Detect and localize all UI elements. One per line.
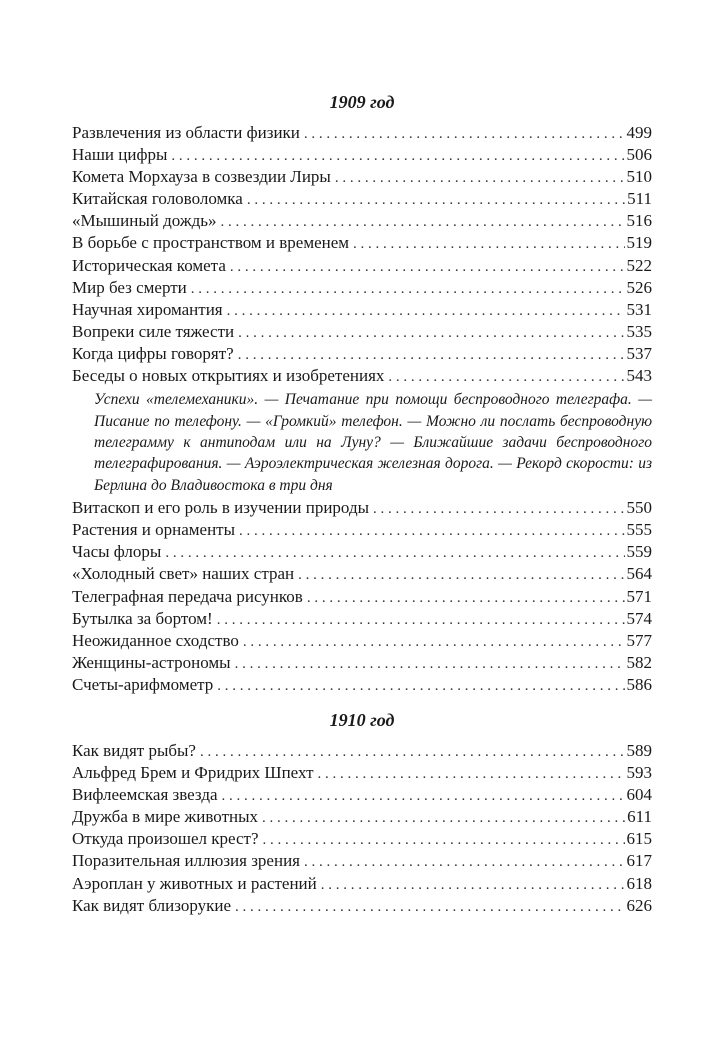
toc-entry[interactable]	[72, 365, 652, 387]
entry-page-number: 516	[626, 211, 652, 231]
entry-title: Телеграфная передача рисунков	[72, 586, 303, 606]
dot-leader	[217, 609, 625, 631]
dot-leader	[165, 542, 624, 564]
entry-page-number: 510	[626, 167, 652, 187]
entry-page-number: 550	[626, 498, 652, 518]
entry-title: Женщины-астрономы	[72, 652, 231, 672]
entry-page-number: 618	[626, 873, 652, 893]
entry-page-number: 537	[626, 343, 652, 363]
toc-entry[interactable]	[72, 895, 652, 917]
entry-page-number: 574	[626, 608, 652, 628]
dot-leader	[307, 587, 625, 609]
dot-leader	[388, 366, 624, 388]
toc-entry[interactable]	[72, 321, 652, 343]
entry-subtopics: Успехи «телемеханики». — Печатание при помощи беспроводного телеграфа. — Писание по телефону. — «Громкий» телефон. — Можно ли послать беспроводную телеграмму к антиподам или на Луну? — Ближайшие задачи беспроводного телеграфирования. — Аэроэлектрическая железная дорога. — Рекорд скорости: из Берлина до Владивостока в три дня	[94, 391, 652, 494]
toc-entry[interactable]	[72, 188, 652, 210]
entry-title: «Холодный свет» наших стран	[72, 564, 295, 584]
toc-entry[interactable]	[72, 519, 652, 541]
entry-title: Развлечения из области физики	[72, 123, 300, 142]
toc-entry[interactable]	[72, 166, 652, 188]
entry-title: Как видят рыбы?	[72, 741, 196, 760]
entry-title: «Мышиный дождь»	[72, 211, 217, 231]
entry-page-number: 519	[626, 233, 652, 253]
entry-page-number: 535	[626, 321, 652, 341]
dot-leader	[227, 300, 625, 322]
toc-entry[interactable]	[72, 210, 652, 232]
entry-title: Наши цифры	[72, 145, 168, 165]
toc-entry[interactable]	[72, 255, 652, 277]
toc-entry[interactable]	[72, 144, 652, 166]
entry-page-number: 617	[626, 851, 652, 871]
toc-entry[interactable]	[72, 740, 652, 762]
toc-entry[interactable]	[72, 828, 652, 850]
toc-entry[interactable]	[72, 497, 652, 519]
dot-leader	[217, 675, 624, 697]
entry-title: Когда цифры говорят?	[72, 343, 234, 363]
entry-page-number: 582	[626, 652, 652, 672]
toc-entry[interactable]	[72, 652, 652, 674]
dot-leader	[263, 829, 625, 851]
entry-title: Беседы о новых открытиях и изобретениях	[72, 366, 385, 386]
dot-leader	[222, 785, 625, 807]
dot-leader	[335, 167, 625, 189]
toc-entry[interactable]	[72, 850, 652, 872]
entry-page-number: 571	[626, 586, 652, 606]
toc-entry[interactable]	[72, 674, 652, 696]
toc-entry[interactable]	[72, 232, 652, 254]
entry-title: Бутылка за бортом!	[72, 608, 213, 628]
entry-page-number: 526	[626, 277, 652, 297]
toc-entry[interactable]	[72, 343, 652, 365]
toc-entry[interactable]	[72, 806, 652, 828]
toc-entry[interactable]	[72, 299, 652, 321]
entry-page-number: 531	[626, 299, 652, 319]
entry-page-number: 522	[626, 255, 652, 275]
section-title-1909: 1909 год	[329, 92, 395, 112]
entry-list-1909-b	[72, 497, 652, 696]
entry-title: Китайская головоломка	[72, 189, 243, 209]
dot-leader	[235, 896, 624, 918]
entry-page-number: 626	[626, 895, 652, 915]
toc-entry[interactable]	[72, 873, 652, 895]
toc-entry[interactable]	[72, 630, 652, 652]
dot-leader	[220, 211, 624, 233]
entry-page-number: 511	[627, 189, 652, 209]
entry-page-number: 593	[626, 763, 652, 783]
entry-title: Витаскоп и его роль в изучении природы	[72, 498, 370, 518]
dot-leader	[353, 233, 624, 255]
table-of-contents	[72, 90, 652, 917]
dot-leader	[247, 189, 625, 211]
dot-leader	[238, 322, 624, 344]
entry-page-number: 577	[626, 630, 652, 650]
dot-leader	[171, 145, 624, 167]
entry-page-number: 586	[626, 674, 652, 694]
entry-page-number: 559	[626, 542, 652, 562]
entry-list-1909-a	[72, 122, 652, 387]
entry-page-number: 564	[626, 564, 652, 584]
entry-page-number: 499	[626, 123, 652, 142]
dot-leader	[200, 741, 625, 763]
dot-leader	[304, 851, 625, 873]
toc-entry[interactable]	[72, 586, 652, 608]
entry-title: Часы флоры	[72, 542, 162, 562]
entry-title: Неожиданное сходство	[72, 630, 239, 650]
entry-title: Вопреки силе тяжести	[72, 321, 235, 341]
dot-leader	[318, 763, 625, 785]
toc-entry[interactable]	[72, 277, 652, 299]
entry-title: В борьбе с пространством и временем	[72, 233, 350, 253]
entry-title: Поразительная иллюзия зрения	[72, 851, 300, 871]
entry-title: Откуда произошел крест?	[72, 829, 259, 849]
entry-title: Вифлеемская звезда	[72, 785, 218, 805]
dot-leader	[239, 520, 624, 542]
dot-leader	[262, 807, 625, 829]
entry-title: Комета Морхауза в созвездии Лиры	[72, 167, 331, 187]
entry-page-number: 589	[626, 741, 652, 760]
dot-leader	[373, 498, 624, 520]
dot-leader	[230, 256, 625, 278]
entry-list-1910	[72, 740, 652, 917]
entry-title: Мир без смерти	[72, 277, 187, 297]
entry-page-number: 555	[626, 520, 652, 540]
section-title-1910: 1910 год	[329, 710, 395, 730]
dot-leader	[238, 344, 625, 366]
dot-leader	[243, 631, 625, 653]
entry-page-number: 543	[626, 366, 652, 386]
toc-entry[interactable]	[72, 784, 652, 806]
entry-title: Счеты-арифмометр	[72, 674, 214, 694]
dot-leader	[298, 564, 624, 586]
toc-entry[interactable]	[72, 122, 652, 144]
dot-leader	[304, 123, 625, 145]
entry-page-number: 615	[626, 829, 652, 849]
entry-page-number: 506	[626, 145, 652, 165]
dot-leader	[235, 653, 625, 675]
entry-title: Растения и орнаменты	[72, 520, 236, 540]
entry-title: Альфред Брем и Фридрих Шпехт	[72, 763, 314, 783]
dot-leader	[191, 278, 625, 300]
entry-title: Научная хиромантия	[72, 299, 223, 319]
entry-page-number: 604	[626, 785, 652, 805]
toc-entry[interactable]	[72, 762, 652, 784]
entry-title: Аэроплан у животных и растений	[72, 873, 317, 893]
entry-title: Дружба в мире животных	[72, 807, 259, 827]
entry-title: Историческая комета	[72, 255, 226, 275]
toc-entry[interactable]	[72, 608, 652, 630]
entry-title: Как видят близорукие	[72, 895, 232, 915]
toc-entry[interactable]	[72, 541, 652, 563]
toc-entry[interactable]	[72, 563, 652, 585]
entry-page-number: 611	[627, 807, 652, 827]
dot-leader	[321, 874, 625, 896]
